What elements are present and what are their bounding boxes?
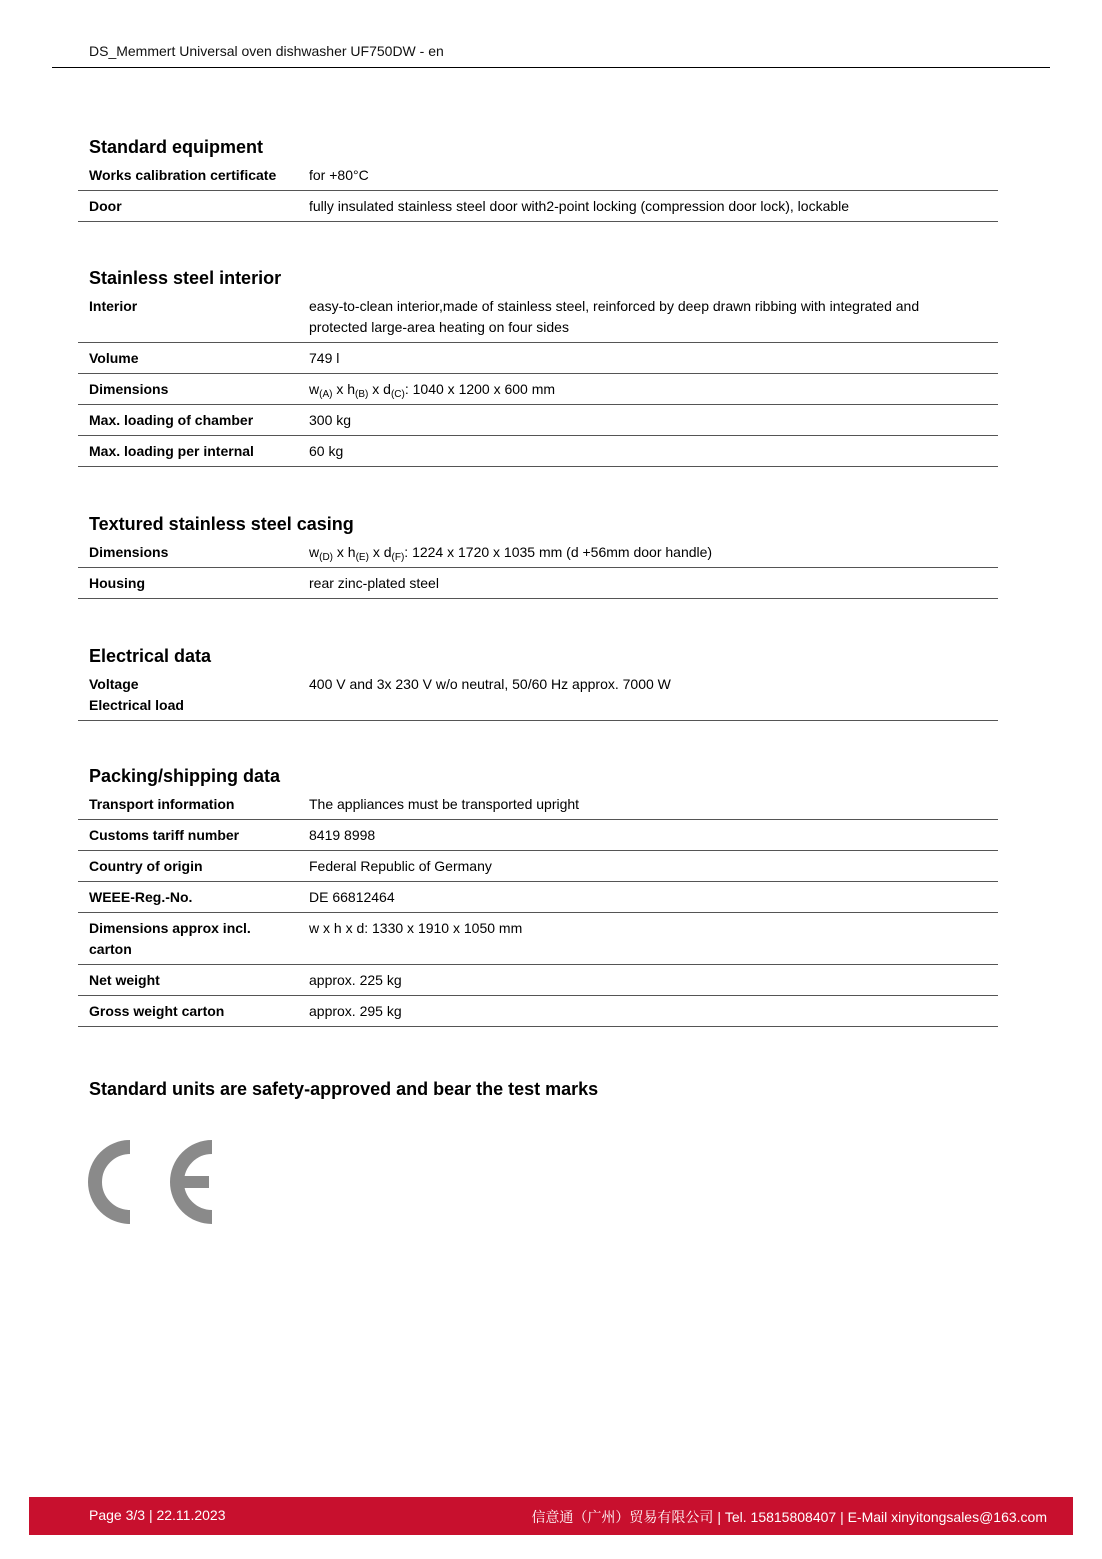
spec-value: 60 kg [309, 443, 344, 459]
spec-row [78, 160, 998, 191]
spec-value: The appliances must be transported upright [309, 796, 580, 812]
section-title: Electrical data [89, 646, 212, 666]
spec-label: Net weight [89, 972, 160, 988]
spec-row [78, 820, 998, 851]
spec-row [78, 537, 998, 568]
spec-label: Customs tariff number [89, 827, 240, 843]
spec-label [78, 674, 309, 716]
spec-label-line: Voltage [89, 676, 139, 692]
spec-label: WEEE-Reg.-No. [89, 889, 193, 905]
section-title: Standard equipment [89, 137, 264, 157]
spec-label: Door [89, 198, 122, 214]
document-header [52, 40, 1050, 68]
spec-value [309, 542, 998, 563]
dim-d: x d [368, 544, 392, 560]
dim-values: : 1040 x 1200 x 600 mm [404, 381, 556, 397]
spec-value: approx. 225 kg [309, 972, 402, 988]
footer-page-date: Page 3/3 | 22.11.2023 [89, 1507, 226, 1523]
spec-row [78, 913, 998, 965]
section-title: Textured stainless steel casing [89, 514, 354, 534]
spec-row [78, 669, 998, 721]
ce-mark-icon [78, 1133, 216, 1231]
spec-label: Dimensions [89, 544, 169, 560]
spec-row [78, 291, 998, 343]
section-interior [78, 265, 998, 467]
footer-contact: 信意通（广州）贸易有限公司 | Tel. 15815808407 | E-Mail xinyitongsales@163.com [531, 1509, 1047, 1525]
spec-label [78, 918, 309, 960]
spec-row [78, 191, 998, 222]
spec-row [78, 996, 998, 1027]
section-title: Standard units are safety-approved and bear the test marks [89, 1079, 599, 1099]
spec-row [78, 405, 998, 436]
spec-label: Gross weight carton [89, 1003, 225, 1019]
spec-value: 749 l [309, 350, 340, 366]
spec-row [78, 436, 998, 467]
spec-value: w x h x d: 1330 x 1910 x 1050 mm [309, 920, 523, 936]
dim-w-sub: (A) [319, 389, 333, 400]
spec-value: for +80°C [309, 167, 369, 183]
spec-row [78, 374, 998, 405]
spec-value [309, 379, 998, 400]
document-title: DS_Memmert Universal oven dishwasher UF750DW - en [89, 43, 444, 59]
dim-h: x h [333, 544, 356, 560]
dim-d-sub: (C) [390, 389, 405, 400]
spec-value: 8419 8998 [309, 827, 376, 843]
dim-values: : 1224 x 1720 x 1035 mm (d +56mm door handle) [404, 544, 713, 560]
spec-value: Federal Republic of Germany [309, 858, 492, 874]
section-packing [78, 763, 998, 1027]
spec-value [309, 296, 998, 338]
spec-label: Volume [89, 350, 139, 366]
page-footer [29, 1497, 1073, 1535]
spec-value: 400 V and 3x 230 V w/o neutral, 50/60 Hz approx. 7000 W [309, 676, 671, 692]
spec-value: rear zinc-plated steel [309, 575, 439, 591]
spec-label: Housing [89, 575, 145, 591]
spec-label: Works calibration certificate [89, 167, 277, 183]
dim-h: x h [332, 381, 356, 397]
spec-label-line: carton [89, 941, 132, 957]
dim-d-sub: (F) [391, 552, 405, 563]
dim-w: w [309, 544, 320, 560]
spec-row [78, 851, 998, 882]
spec-label: Country of origin [89, 858, 203, 874]
dim-h-sub: (B) [355, 389, 369, 400]
dim-h-sub: (E) [355, 552, 369, 563]
spec-row [78, 965, 998, 996]
spec-label-line: Dimensions approx incl. [89, 920, 251, 936]
section-test-marks [78, 1076, 998, 1102]
section-standard-equipment [78, 134, 998, 222]
dim-d: x d [368, 381, 391, 397]
spec-row [78, 343, 998, 374]
spec-label: Max. loading of chamber [89, 412, 254, 428]
spec-label-line: Electrical load [89, 697, 184, 713]
section-electrical [78, 643, 998, 721]
section-title: Stainless steel interior [89, 268, 282, 288]
dim-w: w [309, 381, 320, 397]
spec-label: Max. loading per internal [89, 443, 254, 459]
spec-value: 300 kg [309, 412, 352, 428]
section-title: Packing/shipping data [89, 766, 281, 786]
spec-value: fully insulated stainless steel door with2-point locking (compression door lock), lockable [309, 198, 850, 214]
spec-value: approx. 295 kg [309, 1003, 402, 1019]
spec-label: Transport information [89, 796, 235, 812]
spec-value-line: easy-to-clean interior,made of stainless steel, reinforced by deep drawn ribbing with integrated and [309, 298, 920, 314]
spec-row [78, 789, 998, 820]
spec-value-line: protected large-area heating on four sides [309, 319, 569, 335]
spec-row [78, 882, 998, 913]
section-casing [78, 511, 998, 599]
spec-row [78, 568, 998, 599]
spec-label: Dimensions [89, 381, 169, 397]
spec-value: DE 66812464 [309, 889, 395, 905]
spec-label: Interior [89, 298, 138, 314]
dim-w-sub: (D) [319, 552, 334, 563]
